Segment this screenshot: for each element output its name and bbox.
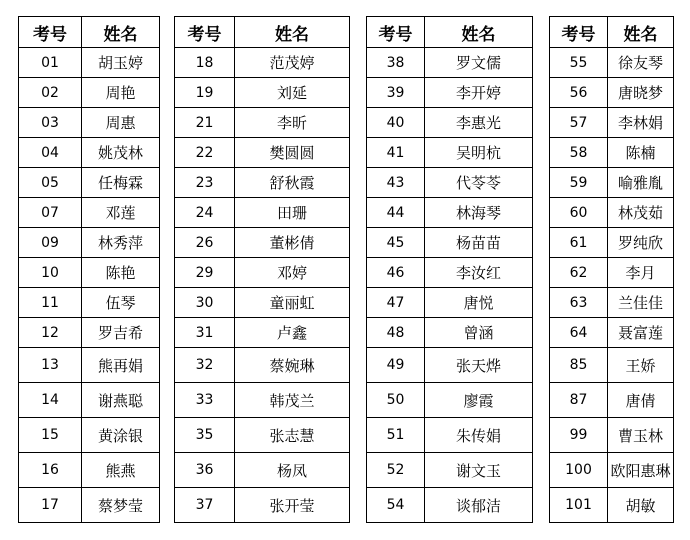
exam-number-cell: 19 (175, 78, 235, 108)
exam-number-cell: 29 (175, 258, 235, 288)
exam-number-cell: 31 (175, 318, 235, 348)
student-name-cell: 王娇 (608, 348, 674, 383)
student-name-cell: 熊燕 (82, 453, 160, 488)
exam-number-cell: 15 (19, 418, 82, 453)
table-row (19, 318, 674, 348)
student-name-cell: 林秀萍 (82, 228, 160, 258)
column-gap (533, 288, 550, 318)
student-name-cell: 杨凤 (235, 453, 350, 488)
exam-number-cell: 62 (550, 258, 608, 288)
header-name: 姓名 (425, 17, 533, 48)
student-name-cell: 李开婷 (425, 78, 533, 108)
column-gap (350, 453, 367, 488)
exam-number-cell: 85 (550, 348, 608, 383)
column-gap (160, 258, 175, 288)
exam-number-cell: 47 (367, 288, 425, 318)
table-row (19, 228, 674, 258)
table-row (19, 288, 674, 318)
header-id: 考号 (550, 17, 608, 48)
table-row (19, 453, 674, 488)
exam-number-cell: 46 (367, 258, 425, 288)
exam-number-cell: 21 (175, 108, 235, 138)
student-name-cell: 伍琴 (82, 288, 160, 318)
header-name: 姓名 (235, 17, 350, 48)
exam-number-cell: 22 (175, 138, 235, 168)
exam-number-cell: 44 (367, 198, 425, 228)
exam-number-cell: 33 (175, 383, 235, 418)
column-gap (160, 488, 175, 523)
exam-number-cell: 57 (550, 108, 608, 138)
column-gap (350, 258, 367, 288)
column-gap (533, 228, 550, 258)
student-name-cell: 田珊 (235, 198, 350, 228)
student-name-cell: 李林娟 (608, 108, 674, 138)
student-name-cell: 聂富莲 (608, 318, 674, 348)
column-gap (160, 228, 175, 258)
student-name-cell: 廖霞 (425, 383, 533, 418)
column-gap (350, 78, 367, 108)
column-gap (533, 108, 550, 138)
student-name-cell: 胡玉婷 (82, 48, 160, 78)
exam-number-cell: 04 (19, 138, 82, 168)
student-name-cell: 代苓苓 (425, 168, 533, 198)
student-name-cell: 谢燕聪 (82, 383, 160, 418)
student-name-cell: 唐晓梦 (608, 78, 674, 108)
exam-number-cell: 56 (550, 78, 608, 108)
table-row (19, 383, 674, 418)
student-name-cell: 邓莲 (82, 198, 160, 228)
column-gap (533, 198, 550, 228)
student-name-cell: 杨苗苗 (425, 228, 533, 258)
student-name-cell: 周惠 (82, 108, 160, 138)
column-gap (350, 288, 367, 318)
header-id: 考号 (367, 17, 425, 48)
exam-number-cell: 99 (550, 418, 608, 453)
column-gap (350, 108, 367, 138)
student-name-cell: 张开莹 (235, 488, 350, 523)
student-name-cell: 胡敏 (608, 488, 674, 523)
student-name-cell: 曹玉林 (608, 418, 674, 453)
exam-number-cell: 52 (367, 453, 425, 488)
exam-number-cell: 54 (367, 488, 425, 523)
student-name-cell: 韩茂兰 (235, 383, 350, 418)
column-gap (160, 168, 175, 198)
exam-number-cell: 87 (550, 383, 608, 418)
column-gap (533, 138, 550, 168)
column-gap (350, 318, 367, 348)
student-name-cell: 黄涂银 (82, 418, 160, 453)
column-gap (160, 138, 175, 168)
student-name-cell: 兰佳佳 (608, 288, 674, 318)
student-name-cell: 陈艳 (82, 258, 160, 288)
student-name-cell: 任梅霖 (82, 168, 160, 198)
table-row (19, 488, 674, 523)
column-gap (533, 168, 550, 198)
student-name-cell: 喻雅胤 (608, 168, 674, 198)
student-name-cell: 陈楠 (608, 138, 674, 168)
student-name-cell: 曾涵 (425, 318, 533, 348)
column-gap (350, 168, 367, 198)
exam-number-cell: 09 (19, 228, 82, 258)
column-gap (160, 48, 175, 78)
exam-number-cell: 48 (367, 318, 425, 348)
table-row (19, 198, 674, 228)
column-gap (160, 453, 175, 488)
table-row (19, 138, 674, 168)
column-gap (160, 348, 175, 383)
exam-number-cell: 50 (367, 383, 425, 418)
student-name-cell: 蔡婉琳 (235, 348, 350, 383)
student-name-cell: 邓婷 (235, 258, 350, 288)
table-row (19, 48, 674, 78)
column-gap (533, 17, 550, 48)
exam-number-cell: 100 (550, 453, 608, 488)
exam-number-cell: 16 (19, 453, 82, 488)
student-name-cell: 刘延 (235, 78, 350, 108)
exam-number-cell: 49 (367, 348, 425, 383)
exam-number-cell: 37 (175, 488, 235, 523)
student-name-cell: 董彬倩 (235, 228, 350, 258)
table-row (19, 168, 674, 198)
exam-number-cell: 61 (550, 228, 608, 258)
table-row (19, 258, 674, 288)
column-gap (533, 488, 550, 523)
student-name-cell: 李汝红 (425, 258, 533, 288)
column-gap (160, 318, 175, 348)
exam-number-cell: 32 (175, 348, 235, 383)
exam-number-cell: 51 (367, 418, 425, 453)
exam-number-cell: 05 (19, 168, 82, 198)
student-name-cell: 范茂婷 (235, 48, 350, 78)
student-name-cell: 谢文玉 (425, 453, 533, 488)
exam-number-cell: 101 (550, 488, 608, 523)
roster-table (18, 16, 674, 523)
header-row (19, 17, 674, 48)
student-name-cell: 徐友琴 (608, 48, 674, 78)
student-name-cell: 李惠光 (425, 108, 533, 138)
exam-number-cell: 40 (367, 108, 425, 138)
column-gap (350, 17, 367, 48)
student-name-cell: 欧阳惠琳 (608, 453, 674, 488)
exam-number-cell: 36 (175, 453, 235, 488)
exam-number-cell: 03 (19, 108, 82, 138)
column-gap (533, 48, 550, 78)
column-gap (533, 318, 550, 348)
exam-number-cell: 45 (367, 228, 425, 258)
column-gap (533, 348, 550, 383)
exam-number-cell: 01 (19, 48, 82, 78)
student-name-cell: 姚茂林 (82, 138, 160, 168)
student-name-cell: 熊再娟 (82, 348, 160, 383)
exam-number-cell: 60 (550, 198, 608, 228)
student-name-cell: 罗吉希 (82, 318, 160, 348)
column-gap (533, 258, 550, 288)
student-name-cell: 唐倩 (608, 383, 674, 418)
student-name-cell: 林茂茹 (608, 198, 674, 228)
exam-number-cell: 63 (550, 288, 608, 318)
exam-number-cell: 30 (175, 288, 235, 318)
roster-body (19, 48, 674, 523)
student-name-cell: 张志慧 (235, 418, 350, 453)
column-gap (160, 78, 175, 108)
student-name-cell: 李月 (608, 258, 674, 288)
column-gap (350, 138, 367, 168)
exam-number-cell: 38 (367, 48, 425, 78)
student-name-cell: 罗纯欣 (608, 228, 674, 258)
table-row (19, 108, 674, 138)
exam-number-cell: 41 (367, 138, 425, 168)
student-name-cell: 周艳 (82, 78, 160, 108)
column-gap (160, 108, 175, 138)
student-name-cell: 蔡梦莹 (82, 488, 160, 523)
student-name-cell: 林海琴 (425, 198, 533, 228)
header-name: 姓名 (608, 17, 674, 48)
student-name-cell: 唐悦 (425, 288, 533, 318)
student-name-cell: 吴明杭 (425, 138, 533, 168)
column-gap (533, 383, 550, 418)
exam-number-cell: 17 (19, 488, 82, 523)
exam-number-cell: 18 (175, 48, 235, 78)
student-name-cell: 樊圆圆 (235, 138, 350, 168)
column-gap (350, 418, 367, 453)
exam-number-cell: 13 (19, 348, 82, 383)
student-name-cell: 朱传娟 (425, 418, 533, 453)
exam-number-cell: 14 (19, 383, 82, 418)
column-gap (533, 418, 550, 453)
exam-number-cell: 64 (550, 318, 608, 348)
exam-number-cell: 39 (367, 78, 425, 108)
exam-number-cell: 59 (550, 168, 608, 198)
column-gap (350, 228, 367, 258)
column-gap (350, 348, 367, 383)
exam-number-cell: 23 (175, 168, 235, 198)
exam-number-cell: 24 (175, 198, 235, 228)
exam-number-cell: 07 (19, 198, 82, 228)
student-name-cell: 舒秋霞 (235, 168, 350, 198)
column-gap (160, 288, 175, 318)
column-gap (160, 418, 175, 453)
column-gap (350, 48, 367, 78)
column-gap (160, 383, 175, 418)
header-name: 姓名 (82, 17, 160, 48)
table-row (19, 78, 674, 108)
exam-number-cell: 43 (367, 168, 425, 198)
student-name-cell: 罗文儒 (425, 48, 533, 78)
student-name-cell: 李昕 (235, 108, 350, 138)
student-name-cell: 谈郁洁 (425, 488, 533, 523)
column-gap (533, 78, 550, 108)
exam-number-cell: 26 (175, 228, 235, 258)
table-row (19, 418, 674, 453)
student-name-cell: 童丽虹 (235, 288, 350, 318)
student-name-cell: 张天烨 (425, 348, 533, 383)
column-gap (350, 488, 367, 523)
column-gap (160, 198, 175, 228)
student-name-cell: 卢鑫 (235, 318, 350, 348)
header-id: 考号 (175, 17, 235, 48)
exam-number-cell: 10 (19, 258, 82, 288)
column-gap (533, 453, 550, 488)
exam-number-cell: 02 (19, 78, 82, 108)
exam-number-cell: 55 (550, 48, 608, 78)
exam-number-cell: 12 (19, 318, 82, 348)
exam-number-cell: 35 (175, 418, 235, 453)
column-gap (350, 198, 367, 228)
column-gap (350, 383, 367, 418)
column-gap (160, 17, 175, 48)
header-id: 考号 (19, 17, 82, 48)
exam-number-cell: 58 (550, 138, 608, 168)
table-row (19, 348, 674, 383)
exam-number-cell: 11 (19, 288, 82, 318)
